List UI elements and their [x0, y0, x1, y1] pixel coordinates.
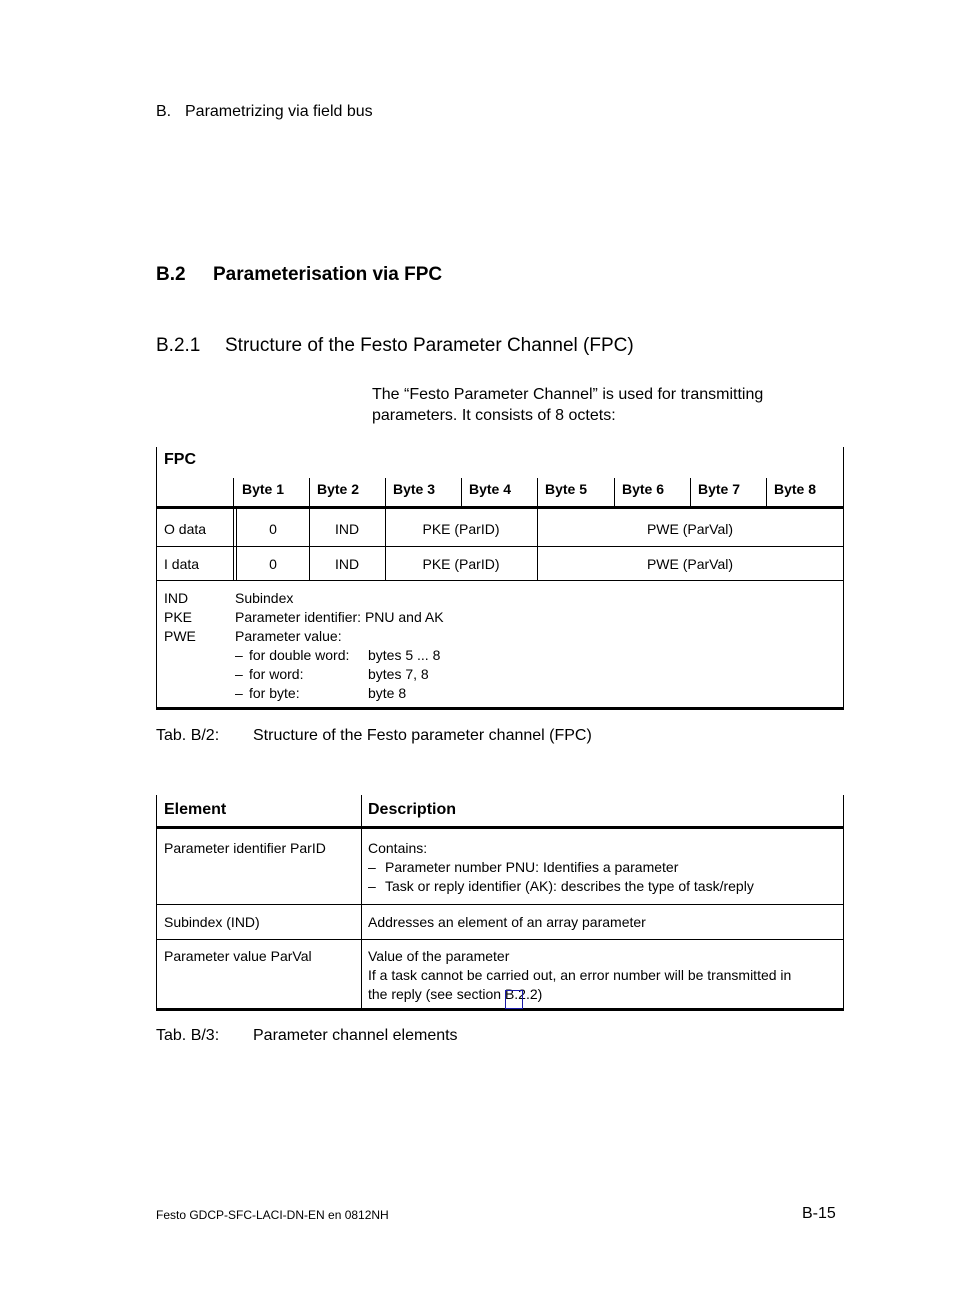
- subsection-number: B.2.1: [156, 335, 201, 356]
- header-description: Description: [368, 801, 457, 818]
- section-heading: [156, 264, 442, 286]
- caption-label: Tab. B/3:: [156, 1027, 220, 1044]
- bullet-text: Task or reply identifier (AK): describes the type of task/reply: [385, 878, 754, 894]
- legend-item-value: bytes 5 ... 8: [368, 647, 441, 663]
- byte-header-1: Byte 1: [242, 481, 285, 497]
- legend-item-label: for double word:: [249, 647, 350, 663]
- intro-line-1: The “Festo Parameter Channel” is used for transmitting: [372, 386, 764, 403]
- running-head-text: Parametrizing via field bus: [185, 103, 373, 120]
- i-data-byte1: 0: [269, 556, 277, 572]
- link-highlight-box[interactable]: [505, 990, 523, 1009]
- o-data-byte2: IND: [334, 521, 360, 537]
- i-data-label: I data: [164, 556, 200, 572]
- legend-item-label: for word:: [249, 666, 304, 682]
- caption-label: Tab. B/2:: [156, 727, 220, 744]
- section-title: Parameterisation via FPC: [213, 264, 443, 285]
- byte-header-6: Byte 6: [622, 481, 665, 497]
- table-caption-b2: [156, 727, 592, 745]
- bullet-dash: –: [368, 878, 376, 894]
- footer-doc-id: Festo GDCP-SFC-LACI-DN-EN en 0812NH: [156, 1208, 389, 1222]
- section-reference-link[interactable]: the reply (see section B.2.2): [368, 986, 543, 1002]
- fpc-title: FPC: [164, 451, 196, 468]
- table-caption-b3: [156, 1027, 458, 1045]
- description-line: If a task cannot be carried out, an error number will be transmitted in: [368, 967, 792, 983]
- description-parval: [368, 947, 791, 1004]
- caption-text: Structure of the Festo parameter channel (FPC): [253, 727, 592, 744]
- i-data-pke: PKE (ParID): [422, 556, 500, 572]
- byte-header-4: Byte 4: [469, 481, 512, 497]
- byte-header-8: Byte 8: [774, 481, 817, 497]
- legend-ind-value: Subindex: [235, 590, 294, 606]
- i-data-pwe: PWE (ParVal): [646, 556, 734, 572]
- fpc-table: [156, 447, 844, 711]
- legend-item-dash: –: [235, 685, 243, 701]
- byte-header-2: Byte 2: [317, 481, 360, 497]
- subsection-title: Structure of the Festo Parameter Channel (FPC): [225, 335, 634, 356]
- parameter-channel-table: [156, 795, 844, 1012]
- description-parid: [368, 839, 754, 896]
- legend-item-dash: –: [235, 666, 243, 682]
- section-number: B.2: [156, 264, 186, 285]
- intro-line-2: parameters. It consists of 8 octets:: [372, 407, 616, 424]
- o-data-byte1: 0: [269, 521, 277, 537]
- legend-item-dash: –: [235, 647, 243, 663]
- description-subindex: Addresses an element of an array parameter: [368, 914, 646, 930]
- byte-header-5: Byte 5: [545, 481, 588, 497]
- legend-item-value: byte 8: [368, 685, 407, 701]
- subsection-heading: [156, 335, 634, 357]
- byte-header-3: Byte 3: [393, 481, 436, 497]
- running-head-number: B.: [156, 103, 172, 120]
- legend-pwe-key: PWE: [164, 628, 196, 644]
- intro-paragraph: [372, 384, 832, 426]
- legend-ind-key: IND: [164, 590, 189, 606]
- element-parid: Parameter identifier ParID: [164, 840, 326, 856]
- description-bullet: [368, 877, 754, 896]
- legend-pke-value: Parameter identifier: PNU and AK: [235, 609, 444, 625]
- legend-item-value: bytes 7, 8: [368, 666, 429, 682]
- legend-pke-key: PKE: [164, 609, 193, 625]
- bullet-dash: –: [368, 859, 376, 875]
- o-data-label: O data: [164, 521, 207, 537]
- i-data-byte2: IND: [334, 556, 360, 572]
- element-subindex: Subindex (IND): [164, 914, 260, 930]
- o-data-pke: PKE (ParID): [422, 521, 500, 537]
- description-line: Value of the parameter: [368, 948, 510, 964]
- running-head: [156, 103, 373, 121]
- legend-pwe-value: Parameter value:: [235, 628, 342, 644]
- bullet-text: Parameter number PNU: Identifies a parameter: [385, 859, 679, 875]
- byte-header-7: Byte 7: [698, 481, 741, 497]
- legend-item-label: for byte:: [249, 685, 300, 701]
- caption-text: Parameter channel elements: [253, 1027, 458, 1044]
- description-bullet: [368, 858, 754, 877]
- o-data-pwe: PWE (ParVal): [646, 521, 734, 537]
- header-element: Element: [164, 801, 227, 818]
- element-parval: Parameter value ParVal: [164, 948, 312, 964]
- description-line: Contains:: [368, 840, 428, 856]
- page-number: B-15: [802, 1205, 836, 1222]
